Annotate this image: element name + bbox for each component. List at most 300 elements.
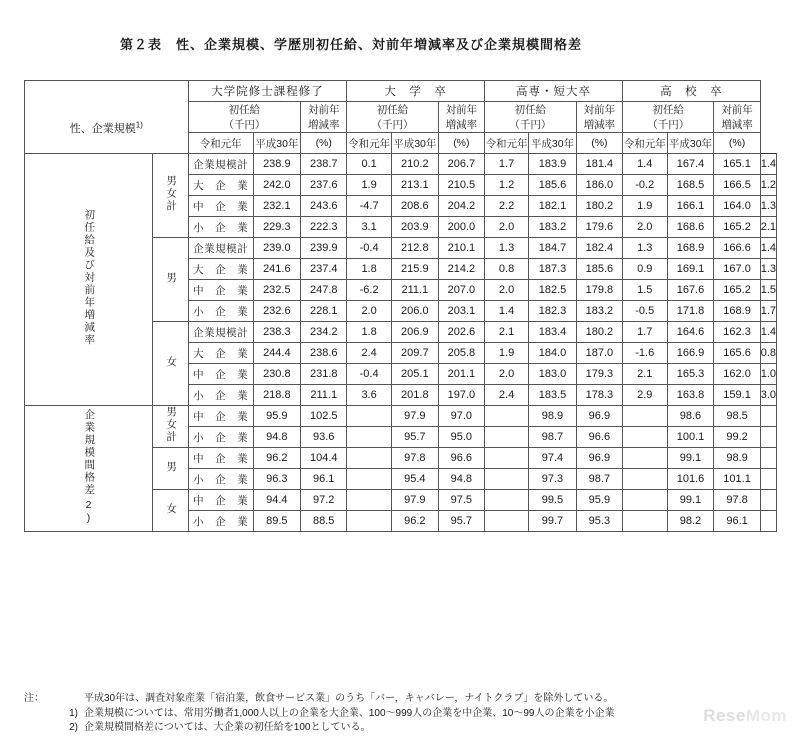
notes-block [24,692,784,736]
data-cell: 247.8 [301,280,347,301]
data-cell: 1.9 [622,196,667,217]
data-cell: 98.9 [529,406,577,427]
diagonal-cell [347,427,392,448]
rate-label-line2: 増減率 [307,119,340,131]
data-cell: 238.6 [301,343,347,364]
data-cell: 1.3 [760,259,776,280]
data-cell: 239.9 [301,238,347,259]
data-cell: 2.1 [622,364,667,385]
size-label: 企業規模計 [188,322,253,343]
data-cell: 200.0 [438,217,484,238]
data-cell: 159.1 [714,385,760,406]
data-cell: 98.6 [667,406,714,427]
data-cell: 202.6 [438,322,484,343]
data-cell: 1.9 [347,175,392,196]
data-cell: 2.1 [484,322,528,343]
data-cell: 97.5 [438,490,484,511]
diagonal-cell [622,490,667,511]
table-row [25,406,777,427]
size-label: 中 企 業 [188,364,253,385]
data-cell: 210.2 [391,154,438,175]
size-label: 小 企 業 [188,217,253,238]
data-cell: 228.1 [301,301,347,322]
note-spacer-2 [24,721,50,736]
data-cell: 94.8 [438,469,484,490]
data-cell: 208.6 [391,196,438,217]
year-header-current-highschool: 令和元年 [622,133,667,154]
data-cell: 183.9 [529,154,577,175]
data-cell: 96.3 [253,469,301,490]
diagonal-cell [347,469,392,490]
diagonal-cell [347,448,392,469]
rate-label-line1: 対前年 [583,104,616,116]
sex-label-text: 男女計 [165,406,178,444]
data-cell: 183.0 [529,364,577,385]
data-cell: 182.3 [529,301,577,322]
data-cell: 1.4 [760,322,776,343]
data-cell: 231.8 [301,364,347,385]
data-cell: 212.8 [391,238,438,259]
rate-label-line1: 対前年 [445,104,478,116]
data-cell: 205.8 [438,343,484,364]
size-label: 小 企 業 [188,385,253,406]
size-label: 小 企 業 [188,511,253,532]
size-label: 大 企 業 [188,259,253,280]
diagonal-cell [622,448,667,469]
data-cell: 203.9 [391,217,438,238]
data-cell: 96.2 [391,511,438,532]
watermark [703,706,787,726]
data-cell: 1.9 [484,343,528,364]
data-cell: 166.5 [714,175,760,196]
data-cell: 162.0 [714,364,760,385]
diagonal-cell [347,490,392,511]
note-num-1: 1) [69,707,78,719]
data-cell: 96.9 [576,406,622,427]
data-cell: 218.8 [253,385,301,406]
data-cell: 0.8 [760,343,776,364]
data-cell: 97.2 [301,490,347,511]
diagonal-cell [347,406,392,427]
data-cell: 2.4 [347,343,392,364]
group-header-graduate: 大学院修士課程修了 [188,81,347,102]
corner-header-cell [25,81,189,154]
year-header-current-juniorcollege: 令和元年 [484,133,528,154]
data-cell: 94.4 [253,490,301,511]
data-cell: 97.9 [391,406,438,427]
rate-label-line2: 増減率 [445,119,478,131]
data-cell: 96.1 [301,469,347,490]
year-header-current-graduate: 令和元年 [188,133,253,154]
pct-header-highschool: (%) [714,133,760,154]
section1-vertical-label: 初任給及び対前年増減率 [83,209,96,347]
data-cell: 96.6 [438,448,484,469]
data-cell: 99.2 [714,427,760,448]
data-cell: 165.2 [714,280,760,301]
sex-label-2 [153,322,189,406]
data-cell: 182.5 [529,280,577,301]
data-cell: 98.5 [714,406,760,427]
data-cell: 95.7 [438,511,484,532]
data-cell: 166.1 [667,196,714,217]
data-cell: 206.7 [438,154,484,175]
section2-vertical-sup: 2) [82,499,95,526]
data-cell: 205.1 [391,364,438,385]
data-cell: 182.1 [529,196,577,217]
data-cell: 168.5 [667,175,714,196]
page-title: 第２表 性、企業規模、学歴別初任給、対前年増減率及び企業規模間格差 [120,37,583,52]
data-cell: 201.1 [438,364,484,385]
data-cell: 98.9 [714,448,760,469]
metric-header-pay-juniorcollege [484,102,576,133]
data-cell: 241.6 [253,259,301,280]
data-cell: 167.4 [667,154,714,175]
data-cell: 213.1 [391,175,438,196]
diagonal-cell [760,448,776,469]
metric-header-pay-graduate [188,102,300,133]
data-cell: 206.9 [391,322,438,343]
data-cell: -0.2 [622,175,667,196]
diagonal-cell [484,511,528,532]
pct-header-university: (%) [438,133,484,154]
diagonal-cell [760,406,776,427]
gap-sex-label-0 [153,406,189,448]
data-cell: 165.2 [714,217,760,238]
gap-sex-label-2 [153,490,189,532]
size-label: 中 企 業 [188,490,253,511]
size-label: 大 企 業 [188,343,253,364]
year-header-previous-university: 平成30年 [391,133,438,154]
data-cell: 211.1 [391,280,438,301]
diagonal-cell [760,427,776,448]
data-cell: 168.6 [667,217,714,238]
data-cell: 162.3 [714,322,760,343]
year-header-previous-graduate: 平成30年 [253,133,301,154]
data-cell: 1.4 [622,154,667,175]
data-cell: -0.5 [622,301,667,322]
group-header-juniorcollege: 高専・短大卒 [484,81,622,102]
table-header-group-row [25,81,777,102]
data-cell: 222.3 [301,217,347,238]
section-label-pay [25,154,153,406]
data-cell: 167.0 [714,259,760,280]
data-cell: 2.2 [484,196,528,217]
data-cell: 89.5 [253,511,301,532]
size-label: 企業規模計 [188,238,253,259]
data-cell: -0.4 [347,364,392,385]
data-cell: 99.5 [529,490,577,511]
data-cell: 187.3 [529,259,577,280]
table-row [25,154,777,175]
data-cell: 214.2 [438,259,484,280]
data-cell: 100.1 [667,427,714,448]
gap-sex-label-1 [153,448,189,490]
data-cell: 165.3 [667,364,714,385]
data-cell: 166.6 [714,238,760,259]
data-cell: 179.3 [576,364,622,385]
year-header-previous-highschool: 平成30年 [667,133,714,154]
rate-label-line1: 対前年 [721,104,753,116]
pay-label-line2: （千円） [509,119,552,131]
data-cell: 3.1 [347,217,392,238]
data-cell: 207.0 [438,280,484,301]
rate-label-line2: 増減率 [721,119,753,131]
pay-label-line2: （千円） [647,119,690,131]
data-cell: 1.2 [484,175,528,196]
diagonal-cell [622,427,667,448]
data-cell: 97.3 [529,469,577,490]
diagonal-cell [622,511,667,532]
diagonal-cell [484,490,528,511]
data-cell: 98.2 [667,511,714,532]
data-cell: 95.0 [438,427,484,448]
data-cell: 1.3 [622,238,667,259]
data-cell: 1.7 [484,154,528,175]
data-cell: 166.9 [667,343,714,364]
size-label: 企業規模計 [188,154,253,175]
data-cell: 93.6 [301,427,347,448]
data-cell: 1.4 [484,301,528,322]
rate-label-line1: 対前年 [307,104,340,116]
size-label: 小 企 業 [188,301,253,322]
data-cell: 215.9 [391,259,438,280]
note-row-2 [24,721,784,736]
data-cell: 168.9 [714,301,760,322]
diagonal-cell [347,511,392,532]
data-cell: 2.0 [484,280,528,301]
data-cell: 210.1 [438,238,484,259]
data-cell: 237.4 [301,259,347,280]
group-header-highschool: 高 校 卒 [622,81,760,102]
data-cell: 197.0 [438,385,484,406]
size-label: 中 企 業 [188,280,253,301]
sex-label-text: 男女計 [165,175,178,213]
data-cell: 97.4 [529,448,577,469]
corner-header-sup: 1) [135,120,143,130]
sex-label-1 [153,238,189,322]
sex-label-text: 女 [165,502,178,516]
data-cell: 2.9 [622,385,667,406]
data-cell: 1.5 [760,280,776,301]
data-cell: 99.7 [529,511,577,532]
data-cell: 2.0 [347,301,392,322]
data-cell: 97.9 [391,490,438,511]
data-cell: 97.8 [391,448,438,469]
data-cell: 95.3 [576,511,622,532]
note-spacer-1 [24,707,50,722]
data-cell: 88.5 [301,511,347,532]
data-cell: 201.8 [391,385,438,406]
pay-label-line1: 初任給 [376,104,409,116]
diagonal-cell [760,490,776,511]
data-cell: 180.2 [576,196,622,217]
data-cell: 2.0 [484,364,528,385]
data-cell: 1.3 [484,238,528,259]
data-cell: 164.6 [667,322,714,343]
watermark-part2: Mom [745,706,787,725]
rate-label-line2: 増減率 [583,119,616,131]
note-text-0: 平成30年は、調査対象産業「宿泊業，飲食サービス業」のうち「バー，キャバレー，ナイトクラブ」を除外している。 [84,693,614,704]
pay-label-line2: （千円） [371,119,414,131]
note-row-0 [24,692,784,707]
data-cell: 102.5 [301,406,347,427]
watermark-part1: Rese [703,706,746,725]
pay-label-line1: 初任給 [228,104,261,116]
sex-label-0 [153,154,189,238]
pay-label-line1: 初任給 [652,104,684,116]
data-cell: 1.8 [347,322,392,343]
data-cell: 96.2 [253,448,301,469]
data-cell: 179.6 [576,217,622,238]
diagonal-cell [484,469,528,490]
data-cell: 99.1 [667,448,714,469]
data-cell: 96.9 [576,448,622,469]
note-text-1: 企業規模については、常用労働者1,000人以上の企業を大企業、100～999人の企業を中企業、10～99人の企業を小企業 [84,707,615,719]
data-cell: -1.6 [622,343,667,364]
data-cell: 1.7 [622,322,667,343]
data-cell: 101.1 [714,469,760,490]
data-cell: 183.2 [529,217,577,238]
diagonal-cell [622,469,667,490]
data-cell: 179.8 [576,280,622,301]
data-cell: 244.4 [253,343,301,364]
diagonal-cell [760,469,776,490]
data-cell: 2.0 [484,217,528,238]
data-cell: 2.1 [760,217,776,238]
data-cell: 101.6 [667,469,714,490]
section2-vertical-label: 企業規模間格差 [83,408,96,497]
data-cell: 237.6 [301,175,347,196]
data-cell: 2.4 [484,385,528,406]
pct-header-graduate: (%) [301,133,347,154]
data-cell: 238.3 [253,322,301,343]
metric-header-rate-juniorcollege [576,102,622,133]
data-cell: 203.1 [438,301,484,322]
data-cell: 3.0 [760,385,776,406]
diagonal-cell [760,511,776,532]
size-label: 中 企 業 [188,448,253,469]
pay-label-line1: 初任給 [514,104,547,116]
size-label: 大 企 業 [188,175,253,196]
metric-header-pay-university [347,102,438,133]
data-cell: 232.5 [253,280,301,301]
data-cell: 99.1 [667,490,714,511]
data-cell: 1.8 [347,259,392,280]
year-header-current-university: 令和元年 [347,133,392,154]
data-cell: 183.5 [529,385,577,406]
pay-label-line2: （千円） [223,119,266,131]
year-header-previous-juniorcollege: 平成30年 [529,133,577,154]
size-label: 中 企 業 [188,196,253,217]
data-cell: 238.7 [301,154,347,175]
data-cell: 239.0 [253,238,301,259]
data-cell: 94.8 [253,427,301,448]
data-cell: 243.6 [301,196,347,217]
data-cell: 164.0 [714,196,760,217]
data-cell: -0.4 [347,238,392,259]
data-cell: 95.7 [391,427,438,448]
sex-label-text: 男 [165,271,178,285]
group-header-university: 大 学 卒 [347,81,485,102]
metric-header-rate-highschool [714,102,760,133]
data-cell: 1.2 [760,175,776,196]
data-cell: 97.0 [438,406,484,427]
data-cell: 0.9 [622,259,667,280]
metric-header-rate-graduate [301,102,347,133]
data-cell: 183.4 [529,322,577,343]
pct-header-juniorcollege: (%) [576,133,622,154]
data-cell: 232.1 [253,196,301,217]
size-label: 中 企 業 [188,406,253,427]
corner-header-label: 性、企業規模 [69,123,136,135]
data-cell: 95.9 [253,406,301,427]
statistics-table [24,80,777,532]
data-cell: 1.4 [760,154,776,175]
data-cell: 0.1 [347,154,392,175]
data-cell: 211.1 [301,385,347,406]
section-label-gap [25,406,153,532]
metric-header-rate-university [438,102,484,133]
data-cell: 184.7 [529,238,577,259]
data-cell: 180.2 [576,322,622,343]
data-cell: 184.0 [529,343,577,364]
data-cell: 169.1 [667,259,714,280]
data-cell: 97.8 [714,490,760,511]
size-label: 小 企 業 [188,427,253,448]
data-cell: 206.0 [391,301,438,322]
notes-label: 注： [24,693,44,704]
data-cell: -6.2 [347,280,392,301]
data-cell: 96.1 [714,511,760,532]
data-cell: 1.3 [760,196,776,217]
data-cell: 165.1 [714,154,760,175]
data-cell: 171.8 [667,301,714,322]
data-cell: 1.0 [760,364,776,385]
data-cell: 167.6 [667,280,714,301]
sex-label-text: 女 [165,355,178,369]
data-cell: 165.6 [714,343,760,364]
data-cell: 232.6 [253,301,301,322]
data-cell: 104.4 [301,448,347,469]
note-row-1 [24,707,784,722]
data-cell: 178.3 [576,385,622,406]
data-cell: 98.7 [529,427,577,448]
sex-label-text: 男 [165,460,178,474]
data-cell: 185.6 [576,259,622,280]
data-cell: 187.0 [576,343,622,364]
data-cell: 3.6 [347,385,392,406]
data-cell: 242.0 [253,175,301,196]
data-cell: 210.5 [438,175,484,196]
diagonal-cell [484,406,528,427]
diagonal-cell [484,427,528,448]
data-cell: 234.2 [301,322,347,343]
data-cell: 95.9 [576,490,622,511]
data-cell: 209.7 [391,343,438,364]
data-cell: 238.9 [253,154,301,175]
diagonal-cell [484,448,528,469]
data-cell: 182.4 [576,238,622,259]
data-cell: 186.0 [576,175,622,196]
data-cell: 2.0 [622,217,667,238]
data-cell: -4.7 [347,196,392,217]
data-cell: 95.4 [391,469,438,490]
diagonal-cell [622,406,667,427]
note-text-2: 企業規模間格差については、大企業の初任給を100としている。 [84,722,371,733]
data-cell: 98.7 [576,469,622,490]
data-cell: 230.8 [253,364,301,385]
data-cell: 1.7 [760,301,776,322]
